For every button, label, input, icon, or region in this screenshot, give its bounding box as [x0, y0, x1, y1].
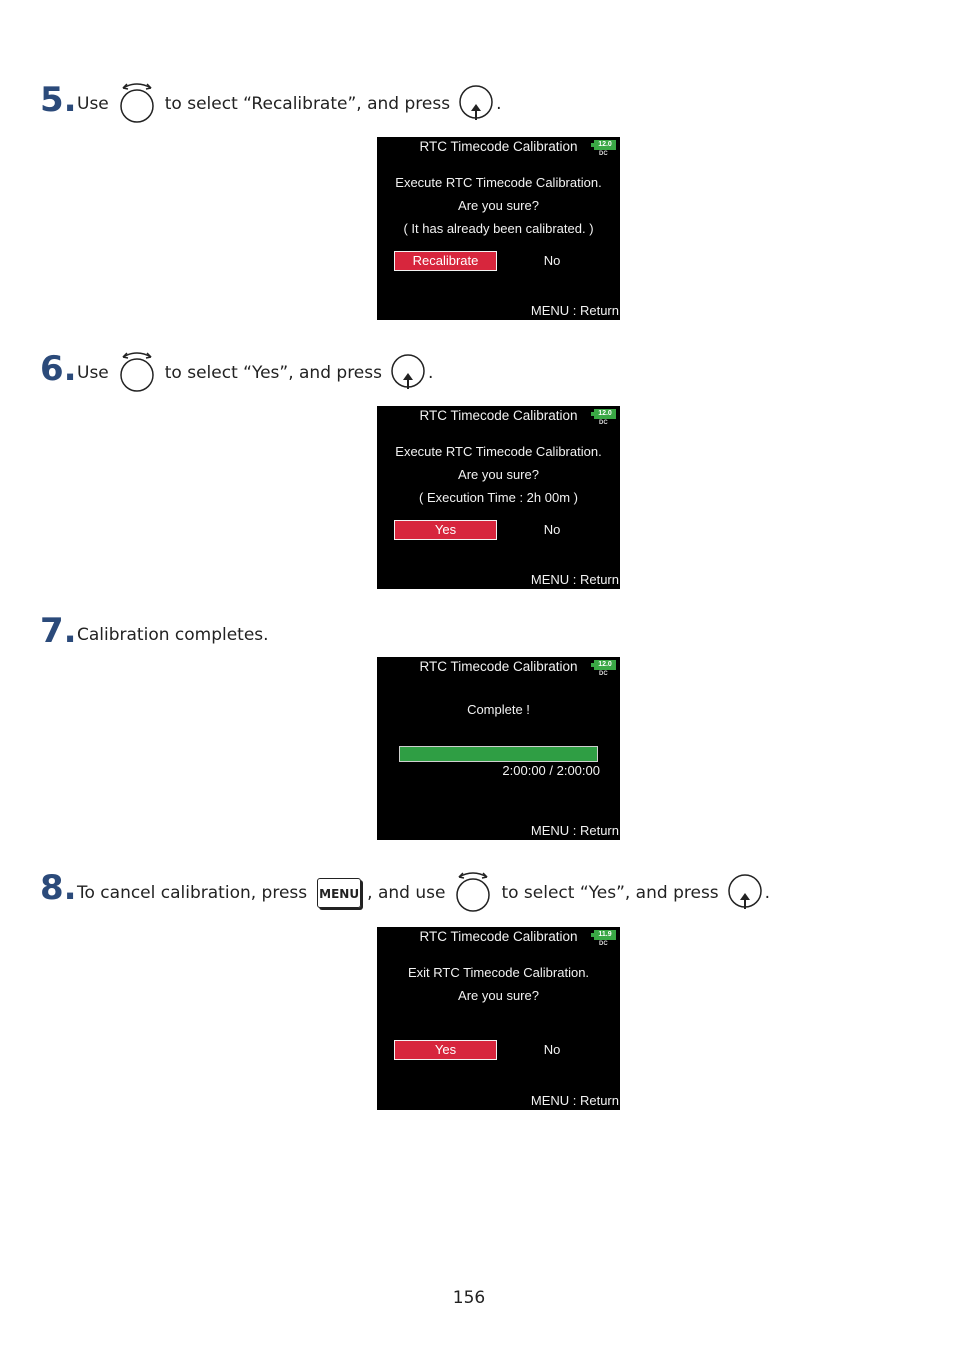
screen-message: ( Execution Time : 2h 00m ) [419, 490, 578, 505]
battery-source: DC [599, 151, 608, 157]
progress-time: 2:00:00 / 2:00:00 [502, 763, 600, 778]
screen-message: Are you sure? [458, 198, 539, 213]
battery-level: 12.0 [594, 409, 616, 419]
step-text: . [496, 94, 502, 114]
device-screen [377, 137, 620, 320]
dial-push-icon [727, 871, 763, 916]
progress-bar [399, 746, 598, 762]
battery-icon [591, 409, 617, 429]
step-instruction [77, 84, 501, 124]
battery-level: 12.0 [594, 140, 616, 150]
step-text: , and use [367, 883, 446, 903]
step-number: 8. [40, 868, 77, 908]
step-number: 7. [40, 611, 77, 651]
no-button[interactable]: No [543, 522, 561, 537]
dial-icon [453, 869, 493, 918]
complete-message: Complete ! [467, 702, 530, 717]
battery-source: DC [599, 941, 608, 947]
battery-level: 11.9 [594, 930, 616, 940]
step-number: 5. [40, 80, 77, 120]
dial-icon [117, 80, 157, 129]
device-screen [377, 927, 620, 1110]
battery-level: 12.0 [594, 660, 616, 670]
step-text: . [764, 883, 771, 903]
no-button[interactable]: No [543, 253, 561, 268]
screen-message: Execute RTC Timecode Calibration. [395, 175, 602, 190]
battery-icon [591, 930, 617, 950]
dial-icon [117, 349, 157, 398]
step-text: to select “Recalibrate”, and press [164, 94, 451, 114]
screen-footer: MENU : Return [530, 572, 619, 587]
step-text: to select “Yes”, and press [501, 883, 719, 903]
step-text: . [427, 363, 434, 383]
step-instruction [77, 615, 269, 655]
menu-key-icon: MENU [317, 878, 361, 908]
screen-title: RTC Timecode Calibration [419, 408, 578, 423]
dial-push-icon [390, 351, 426, 396]
device-screen [377, 406, 620, 589]
step-text: Calibration completes. [77, 625, 269, 645]
screen-message: Exit RTC Timecode Calibration. [407, 965, 590, 980]
battery-icon [591, 660, 617, 680]
dial-push-icon [458, 82, 494, 127]
battery-icon [591, 140, 617, 160]
screen-title: RTC Timecode Calibration [419, 659, 578, 674]
screen-title: RTC Timecode Calibration [419, 929, 578, 944]
step-text: To cancel calibration, press [77, 883, 308, 903]
screen-footer: MENU : Return [530, 823, 619, 838]
step-text: Use [77, 94, 109, 114]
no-button[interactable]: No [543, 1042, 561, 1057]
yes-button[interactable]: Yes [394, 520, 497, 540]
step-text: to select “Yes”, and press [164, 363, 382, 383]
screen-footer: MENU : Return [530, 303, 619, 318]
screen-footer: MENU : Return [530, 1093, 619, 1108]
screen-message: Execute RTC Timecode Calibration. [395, 444, 602, 459]
recalibrate-button[interactable]: Recalibrate [394, 251, 497, 271]
screen-message: Are you sure? [458, 988, 539, 1003]
screen-message: ( It has already been calibrated. ) [403, 221, 594, 236]
step-instruction [77, 873, 770, 913]
step-instruction [77, 353, 433, 393]
device-screen [377, 657, 620, 840]
battery-source: DC [599, 420, 608, 426]
step-number: 6. [40, 349, 77, 389]
yes-button[interactable]: Yes [394, 1040, 497, 1060]
step-text: Use [77, 363, 109, 383]
battery-source: DC [599, 671, 608, 677]
screen-message: Are you sure? [458, 467, 539, 482]
page-number: 156 [452, 1288, 486, 1308]
screen-title: RTC Timecode Calibration [419, 139, 578, 154]
